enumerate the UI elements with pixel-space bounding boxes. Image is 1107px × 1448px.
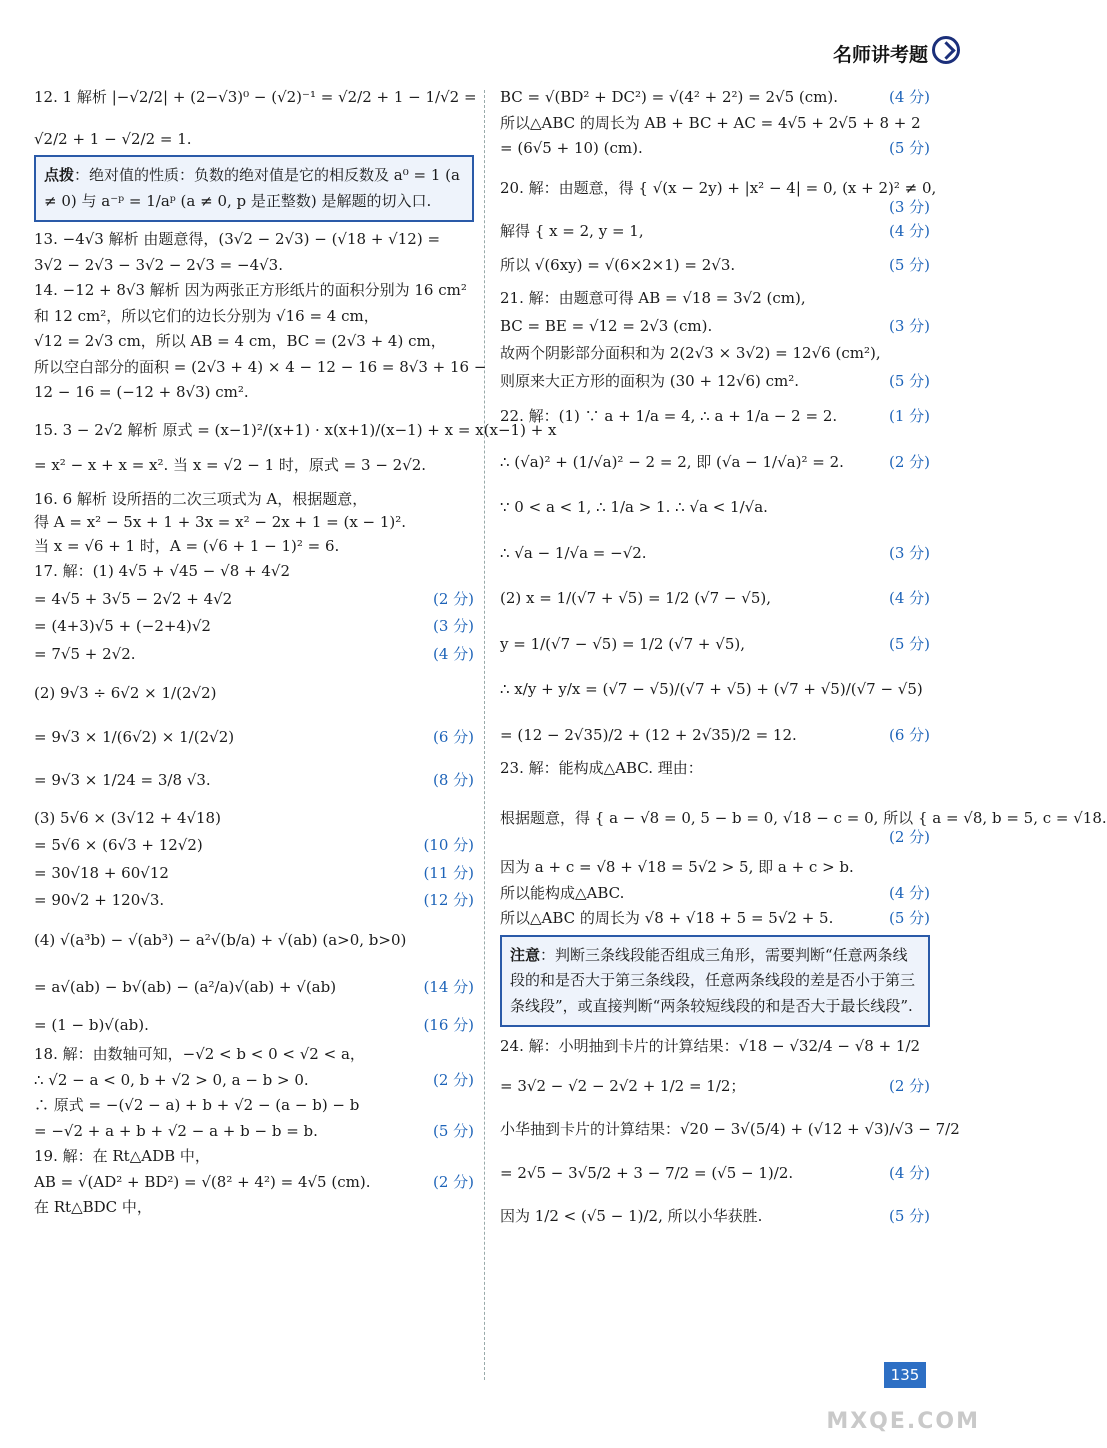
score-label: (4 分)	[888, 222, 930, 240]
solution-line: = (12 − 2√35)/2 + (12 + 2√35)/2 = 12. (6 分)	[500, 725, 930, 744]
score-label: (2 分)	[432, 1070, 474, 1089]
left-column	[34, 88, 557, 1218]
solution-line: ∴ x/y + y/x = (√7 − √5)/(√7 + √5) + (√7 + √5)/(√7 − √5)	[500, 680, 923, 698]
solution-line: y = 1/(√7 − √5) = 1/2 (√7 + √5), (5 分)	[500, 634, 930, 653]
score-label: (10 分)	[423, 836, 474, 854]
score-label: (16 分)	[423, 1015, 474, 1034]
solution-line: 因为 1/2 < (√5 − 1)/2, 所以小华获胜. (5 分)	[500, 1207, 930, 1225]
solution-line: ∴ √2 − a < 0, b + √2 > 0, a − b > 0. (2 分)	[34, 1070, 474, 1089]
solution-line: √12 = 2√3 cm，所以 AB = 4 cm，BC = (2√3 + 4) cm，	[34, 332, 446, 350]
score-label: (5 分)	[888, 909, 930, 927]
score-label: (3 分)	[432, 617, 474, 635]
solution-line: 3√2 − 2√3 − 3√2 − 2√3 = −4√3.	[34, 255, 283, 274]
score-label: (5 分)	[888, 634, 930, 653]
score-label: (2 分)	[432, 1172, 474, 1191]
solution-line: √2/2 + 1 − √2/2 = 1.	[34, 129, 192, 148]
solution-line: 21. 解：由题意可得 AB = √18 = 3√2 (cm),	[500, 289, 806, 307]
score-label: (3 分)	[888, 198, 930, 216]
score-label: (2 分)	[432, 589, 474, 608]
solution-line: = 90√2 + 120√3. (12 分)	[34, 891, 474, 909]
solution-line: 所以能构成△ABC. (4 分)	[500, 883, 930, 902]
solution-line: 在 Rt△BDC 中，	[34, 1198, 152, 1216]
solution-line: 得 A = x² − 5x + 1 + 3x = x² − 2x + 1 = (x − 1)².	[34, 513, 407, 531]
tip-box: 点拨：绝对值的性质：负数的绝对值是它的相反数及 a⁰ = 1 (a ≠ 0) 与 a⁻ᵖ = 1/aᵖ (a ≠ 0, p 是正整数) 是解题的切入口.	[34, 155, 474, 222]
solution-line: = x² − x + x = x². 当 x = √2 − 1 时，原式 = 3 − 2√2.	[34, 456, 427, 474]
solution-line: (2) x = 1/(√7 + √5) = 1/2 (√7 − √5), (4 分)	[500, 589, 930, 607]
solution-line: = (1 − b)√(ab). (16 分)	[34, 1015, 474, 1034]
solution-line: 当 x = √6 + 1 时，A = (√6 + 1 − 1)² = 6.	[34, 536, 340, 555]
solution-line: ∵ 0 < a < 1, ∴ 1/a > 1. ∴ √a < 1/√a.	[500, 498, 768, 516]
score-label: (5 分)	[432, 1121, 474, 1140]
solution-line: 故两个阴影部分面积和为 2(2√3 × 3√2) = 12√6 (cm²),	[500, 344, 881, 362]
solution-line: = −√2 + a + b + √2 − a + b − b = b. (5 分)	[34, 1121, 474, 1140]
score-label: (4 分)	[432, 644, 474, 663]
attention-box: 注意：判断三条线段能否组成三角形，需要判断“任意两条线段的和是否大于第三条线段，任意两条线段的差是否小于第三条线段”，或直接判断“两条较短线段的和是否大于最长线段”.	[500, 935, 930, 1028]
solution-line: BC = BE = √12 = 2√3 (cm). (3 分)	[500, 316, 930, 335]
solution-line: 17. 解：(1) 4√5 + √45 − √8 + 4√2	[34, 562, 290, 580]
solution-line: 解得 { x = 2, y = 1, (4 分)	[500, 222, 930, 240]
solution-line: 所以空白部分的面积 = (2√3 + 4) × 4 − 12 − 16 = 8√3 + 16 −	[34, 357, 487, 376]
solution-line: 19. 解：在 Rt△ADB 中，	[34, 1147, 210, 1165]
solution-line: 根据题意，得 { a − √8 = 0, 5 − b = 0, √18 − c = 0, 所以 { a = √8, b = 5, c = √18. (2 分)	[500, 808, 1107, 846]
score-label: (4 分)	[888, 1163, 930, 1182]
solution-line: = 7√5 + 2√2. (4 分)	[34, 644, 474, 663]
solution-line: 12. 1 解析 |−√2/2| + (2−√3)⁰ − (√2)⁻¹ = √2/2 + 1 − 1/√2 =	[34, 88, 477, 106]
solution-line: 因为 a + c = √8 + √18 = 5√2 > 5, 即 a + c > b.	[500, 858, 854, 876]
score-label: (3 分)	[888, 543, 930, 562]
score-label: (5 分)	[888, 139, 930, 157]
score-label: (14 分)	[423, 978, 474, 996]
score-label: (2 分)	[888, 828, 930, 846]
page-number: 135	[884, 1362, 926, 1388]
score-label: (1 分)	[888, 407, 930, 425]
solution-line: = 5√6 × (6√3 + 12√2) (10 分)	[34, 836, 474, 854]
score-label: (12 分)	[423, 891, 474, 909]
solution-line: 15. 3 − 2√2 解析 原式 = (x−1)²/(x+1) · x(x+1)/(x−1) + x = x(x−1) + x	[34, 420, 557, 439]
solution-line: 14. −12 + 8√3 解析 因为两张正方形纸片的面积分别为 16 cm²	[34, 281, 467, 299]
brand-logo-icon	[932, 36, 960, 64]
score-label: (6 分)	[432, 727, 474, 746]
solution-line: 小华抽到卡片的计算结果：√20 − 3√(5/4) + (√12 + √3)/√3 − 7/2	[500, 1120, 960, 1138]
solution-line: 13. −4√3 解析 由题意得，(3√2 − 2√3) − (√18 + √12) =	[34, 230, 441, 248]
solution-line: (2) 9√3 ÷ 6√2 × 1/(2√2)	[34, 684, 217, 702]
solution-line: 18. 解：由数轴可知，−√2 < b < 0 < √2 < a，	[34, 1045, 365, 1063]
solution-line: (4) √(a³b) − √(ab³) − a²√(b/a) + √(ab) (a>0, b>0)	[34, 930, 407, 949]
score-label: (6 分)	[888, 725, 930, 744]
right-column	[500, 88, 1107, 1227]
solution-line: 12 − 16 = (−12 + 8√3) cm².	[34, 383, 249, 401]
solution-line: = 4√5 + 3√5 − 2√2 + 4√2 (2 分)	[34, 589, 474, 608]
column-divider	[484, 90, 485, 1380]
solution-line: ∴ 原式 = −(√2 − a) + b + √2 − (a − b) − b	[34, 1096, 360, 1114]
solution-line: = 3√2 − √2 − 2√2 + 1/2 = 1/2； (2 分)	[500, 1076, 930, 1095]
solution-line: = (4+3)√5 + (−2+4)√2 (3 分)	[34, 617, 474, 635]
solution-line: 所以 √(6xy) = √(6×2×1) = 2√3. (5 分)	[500, 255, 930, 274]
score-label: (11 分)	[423, 863, 474, 882]
solution-line: 22. 解：(1) ∵ a + 1/a = 4, ∴ a + 1/a − 2 = 2. (1 分)	[500, 407, 930, 425]
score-label: (3 分)	[888, 316, 930, 335]
solution-line: AB = √(AD² + BD²) = √(8² + 4²) = 4√5 (cm). (2 分)	[34, 1172, 474, 1191]
solution-line: 16. 6 解析 设所捂的二次三项式为 A，根据题意，	[34, 489, 368, 508]
solution-line: = 9√3 × 1/24 = 3/8 √3. (8 分)	[34, 771, 474, 789]
solution-line: 所以△ABC 的周长为 AB + BC + AC = 4√5 + 2√5 + 8 + 2	[500, 113, 921, 132]
score-label: (4 分)	[888, 589, 930, 607]
page-header-brand: 名师讲考题	[832, 44, 928, 66]
solution-line: BC = √(BD² + DC²) = √(4² + 2²) = 2√5 (cm). (4 分)	[500, 88, 930, 106]
solution-line: 20. 解：由题意，得 { √(x − 2y) + |x² − 4| = 0, (x + 2)² ≠ 0, (3 分)	[500, 178, 937, 216]
solution-line: ∴ (√a)² + (1/√a)² − 2 = 2, 即 (√a − 1/√a)² = 2. (2 分)	[500, 452, 930, 471]
watermark: MXQE.COM	[826, 1409, 980, 1434]
score-label: (5 分)	[888, 1207, 930, 1225]
solution-line: 24. 解：小明抽到卡片的计算结果：√18 − √32/4 − √8 + 1/2	[500, 1037, 921, 1055]
score-label: (2 分)	[888, 452, 930, 471]
solution-line: = 2√5 − 3√5/2 + 3 − 7/2 = (√5 − 1)/2. (4 分)	[500, 1163, 930, 1182]
solution-line: = 30√18 + 60√12 (11 分)	[34, 863, 474, 882]
score-label: (5 分)	[888, 371, 930, 390]
solution-line: 23. 解：能构成△ABC. 理由：	[500, 759, 703, 777]
score-label: (4 分)	[888, 883, 930, 902]
solution-line: = (6√5 + 10) (cm). (5 分)	[500, 139, 930, 157]
solution-line: = 9√3 × 1/(6√2) × 1/(2√2) (6 分)	[34, 727, 474, 746]
solution-line: ∴ √a − 1/√a = −√2. (3 分)	[500, 543, 930, 562]
solution-line: 所以△ABC 的周长为 √8 + √18 + 5 = 5√2 + 5. (5 分)	[500, 909, 930, 927]
score-label: (4 分)	[888, 88, 930, 106]
score-label: (8 分)	[432, 771, 474, 789]
solution-line: (3) 5√6 × (3√12 + 4√18)	[34, 808, 221, 827]
solution-line: = a√(ab) − b√(ab) − (a²/a)√(ab) + √(ab) (14 分)	[34, 978, 474, 996]
solution-line: 和 12 cm²，所以它们的边长分别为 √16 = 4 cm，	[34, 306, 379, 325]
score-label: (5 分)	[888, 255, 930, 274]
score-label: (2 分)	[888, 1076, 930, 1095]
solution-line: 则原来大正方形的面积为 (30 + 12√6) cm². (5 分)	[500, 371, 930, 390]
